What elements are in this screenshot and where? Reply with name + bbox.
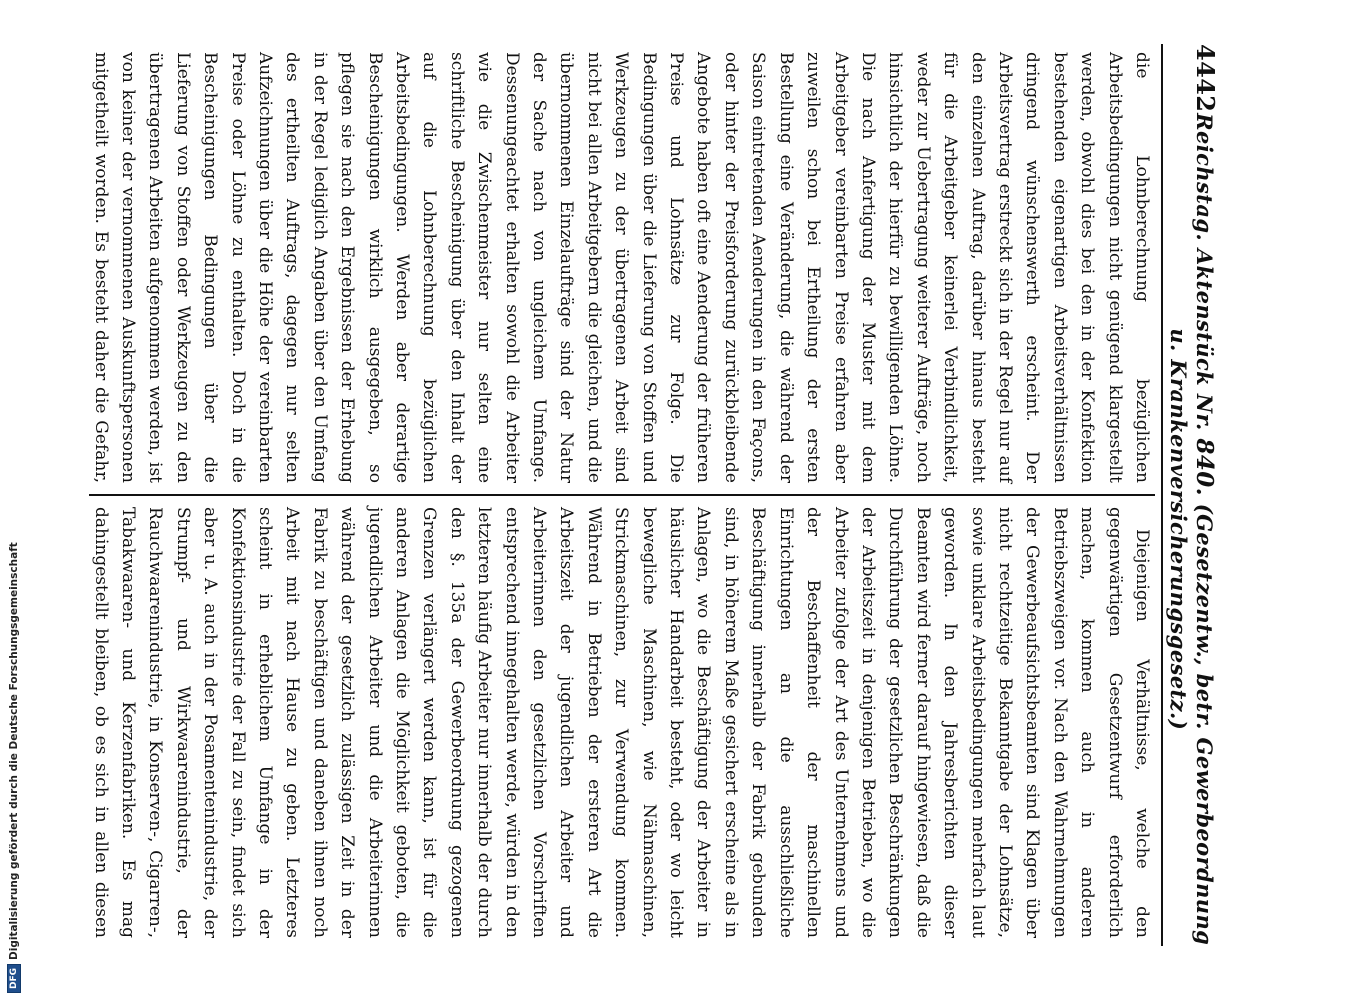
column-divider [89,494,1155,496]
text-columns [89,44,1155,946]
page-number: 4442 [1191,44,1220,113]
paragraph: Diejenigen Verhältnisse, welche den gegenwärtigen Gesetzentwurf erforderlich machen, kommen auch in anderen Betriebszweigen vor. Nach den Wahrnehmungen der Gewerbeaufsichtsbeamten sind Klagen über nicht rechtzeitige Bekanntgabe der Lohnsätze, sowie unklare Arbeitsbedingungen mehrfach laut geworden. In den Jahresberichten dieser Beamten wird ferner darauf hingewiesen, daß die Durchführung der gesetzlichen Beschränkungen der Arbeitszeit in denjenigen Betrieben, wo die Arbeiter zufolge der Art des Unternehmens und der Beschaffenheit der maschinellen Einrichtungen an die ausschließliche Beschäftigung innerhalb der Fabrik gebunden sind, in höherem Maße gesichert erscheine als in Anlagen, wo die Beschäftigung der Arbeiter in häuslicher Handarbeit besteht, oder wo leicht bewegliche Maschinen, wie Nähmaschinen, Strickmaschinen, zur Verwendung kommen. Während in Betrieben der ersteren Art die Arbeitszeit der jugendlichen Arbeiter und Arbeiterinnen den gesetzlichen Vorschriften entsprechend innegehalten werde, würden in den letzteren häufig Arbeiter nur innerhalb der durch den §. 135a der Gewerbeordnung gezogenen Grenzen verlängert werden kann, ist für die anderen Anlagen die Möglichkeit geboten, die jugendlichen Arbeiter und die Arbeiterinnen während der gesetzlich zulässigen Zeit in der Fabrik zu beschäftigen und daneben ihnen noch Arbeit mit nach Hause zu geben. Letzteres scheint in erheblichem Umfange in der Konfektionsindustrie der Fall zu sein, findet sich aber u. A. auch in der Posamentenindustrie, der Strumpf- und Wirkwaarenindustrie, der Rauchwaarenindustrie, in Konserven-, Cigarren-, Tabakwaaren- und Kerzenfabriken. Es mag dahingestellt bleiben, ob es sich in allen diesen [90,506,1152,938]
page-title [1166,112,1218,946]
page-scan-frame [88,30,1226,960]
act-number: 840. [1191,438,1218,497]
title-suffix: (Gesetzentw., betr. Gewerbeordnung u. Krankenversicherungsgesetz.) [1166,328,1217,946]
title-prefix: Reichstag. Aktenstück Nr. [1192,113,1217,431]
digitization-credit [0,0,28,1000]
left-column [89,44,1155,491]
running-head [1161,44,1220,946]
credit-text: Digitalisierung gefördert durch die Deutsche Forschungsgemeinschaft [8,542,20,960]
dfg-logo: DFG [7,964,21,993]
document-page [88,30,1226,960]
right-column [89,499,1155,946]
paragraph: die Lohnberechnung bezüglichen Arbeitsbedingungen nicht genügend klargestellt werden, obwohl dies bei den in der Konfektion bestehenden eigenartigen Arbeitsverhältnissen dringend wünschenswerth erscheint. Der Arbeitsvertrag erstreckt sich in der Regel nur auf den einzelnen Auftrag, darüber hinaus besteht für die Arbeitgeber keinerlei Verbindlichkeit, weder zur Uebertragung weiterer Aufträge, noch hinsichtlich der hierfür zu bewilligenden Löhne. Die nach Anfertigung der Muster mit dem Arbeitgeber vereinbarten Preise erfahren aber zuweilen schon bei Ertheilung der ersten Bestellung eine Veränderung, die während der Saison eintretenden Aenderungen in den Façons, oder hinter der Preisforderung zurückbleibende Angebote haben oft eine Aenderung der früheren Preise und Lohnsätze zur Folge. Die Bedingungen über die Lieferung von Stoffen und Werkzeugen zu der übertragenen Arbeit sind nicht bei allen Arbeitgebern die gleichen, und die übernommenen Einzelaufträge sind der Natur der Sache nach von ungleichem Umfange. Dessenungeachtet erhalten sowohl die Arbeiter wie die Zwischenmeister nur selten eine schriftliche Bescheinigung über den Inhalt der auf die Lohnberechnung bezüglichen Arbeitsbedingungen. Werden aber derartige Bescheinigungen wirklich ausgegeben, so pflegen sie nach den Ergebnissen der Erhebung in der Regel lediglich Angaben über den Umfang des ertheilten Auftrags, dagegen nur selten Aufzeichnungen über die Höhe der vereinbarten Preise oder Löhne zu enthalten. Doch in die Bescheinigungen Bedingungen über die Lieferung von Stoffen oder Werkzeugen zu den übertragenen Arbeiten aufgenommen werden, ist von keiner der vernommenen Auskunftspersonen mitgetheilt worden. Es besteht daher die Gefahr, [90,52,1152,483]
